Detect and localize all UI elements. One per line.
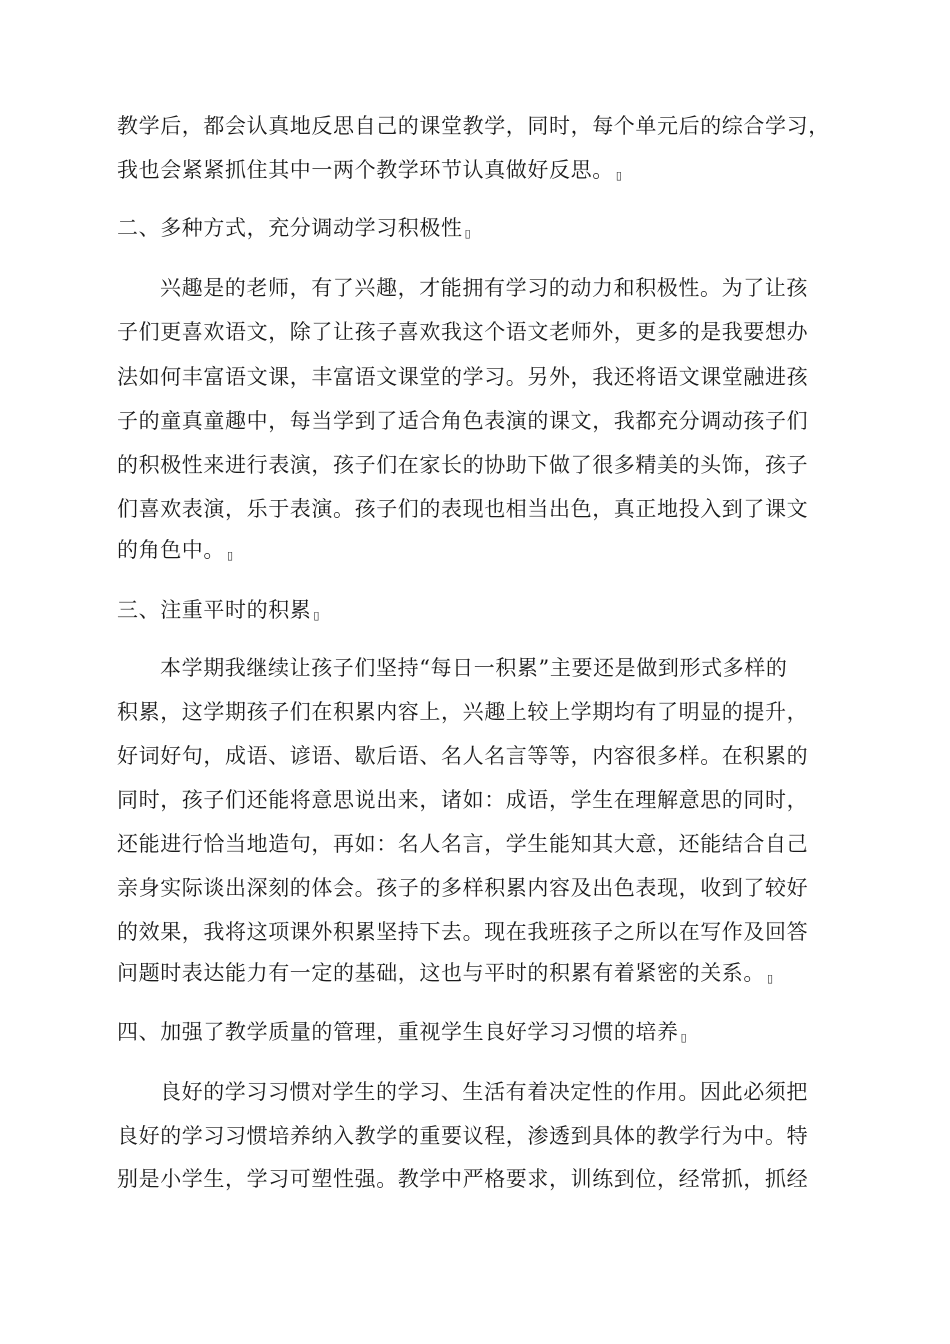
- paragraph-line: 别是小学生，学习可塑性强。教学中严格要求，训练到位，经常抓，抓经: [117, 1167, 809, 1191]
- paragraph-line: 教学后，都会认真地反思自己的课堂教学，同时，每个单元后的综合学习，: [117, 114, 830, 138]
- paragraph-line: 还能进行恰当地造句，再如：名人名言，学生能知其大意，还能结合自己: [117, 832, 809, 856]
- section-heading: 二、多种方式，充分调动学习积极性 ▯: [117, 213, 471, 249]
- paragraph-line: 问题时表达能力有一定的基础，这也与平时的积累有着紧密的关系。 ▯: [117, 958, 774, 994]
- paragraph-line: 的积极性来进行表演，孩子们在家长的协助下做了很多精美的头饰，孩子: [117, 453, 809, 477]
- paragraph-line: 的效果，我将这项课外积累坚持下去。现在我班孩子之所以在写作及回答: [117, 920, 809, 944]
- paragraph-line: 子们更喜欢语文，除了让孩子喜欢我这个语文老师外，更多的是我要想办: [117, 320, 809, 344]
- section-heading: 四、加强了教学质量的管理，重视学生良好学习习惯的培养 ▯: [117, 1017, 687, 1053]
- paragraph-line: 本学期我继续让孩子们坚持“每日一积累”主要还是做到形式多样的: [160, 656, 788, 680]
- paragraph-mark-icon: ▯: [680, 1031, 688, 1044]
- paragraph-mark-icon: ▯: [615, 169, 623, 182]
- paragraph-line: 兴趣是的老师，有了兴趣，才能拥有学习的动力和积极性。为了让孩: [160, 276, 808, 300]
- paragraph-mark-icon: ▯: [227, 549, 234, 562]
- paragraph-mark-icon: ▯: [767, 972, 774, 985]
- paragraph-line: 良好的学习习惯对学生的学习、生活有着决定性的作用。因此必须把: [160, 1080, 808, 1104]
- paragraph-line: 子的童真童趣中，每当学到了适合角色表演的课文，我都充分调动孩子们: [117, 409, 809, 433]
- paragraph-mark-icon: ▯: [313, 609, 321, 622]
- paragraph-line: 积累，这学期孩子们在积累内容上，兴趣上较上学期均有了明显的提升，: [117, 700, 809, 724]
- paragraph-line: 好词好句，成语、谚语、歇后语、名人名言等等，内容很多样。在积累的: [117, 744, 809, 768]
- paragraph-line: 良好的学习习惯培养纳入教学的重要议程，渗透到具体的教学行为中。特: [117, 1124, 809, 1148]
- paragraph-line: 们喜欢表演，乐于表演。孩子们的表现也相当出色，真正地投入到了课文: [117, 497, 809, 521]
- paragraph-line: 的角色中。 ▯: [117, 535, 234, 571]
- paragraph-line: 亲身实际谈出深刻的体会。孩子的多样积累内容及出色表现，收到了较好: [117, 876, 809, 900]
- paragraph-line: 同时，孩子们还能将意思说出来，诸如：成语，学生在理解意思的同时，: [117, 788, 809, 812]
- paragraph-line: 我也会紧紧抓住其中一两个教学环节认真做好反思。 ▯: [117, 155, 622, 191]
- paragraph-line: 法如何丰富语文课，丰富语文课堂的学习。另外，我还将语文课堂融进孩: [117, 365, 809, 389]
- paragraph-mark-icon: ▯: [464, 227, 472, 240]
- section-heading: 三、注重平时的积累 ▯: [117, 595, 320, 631]
